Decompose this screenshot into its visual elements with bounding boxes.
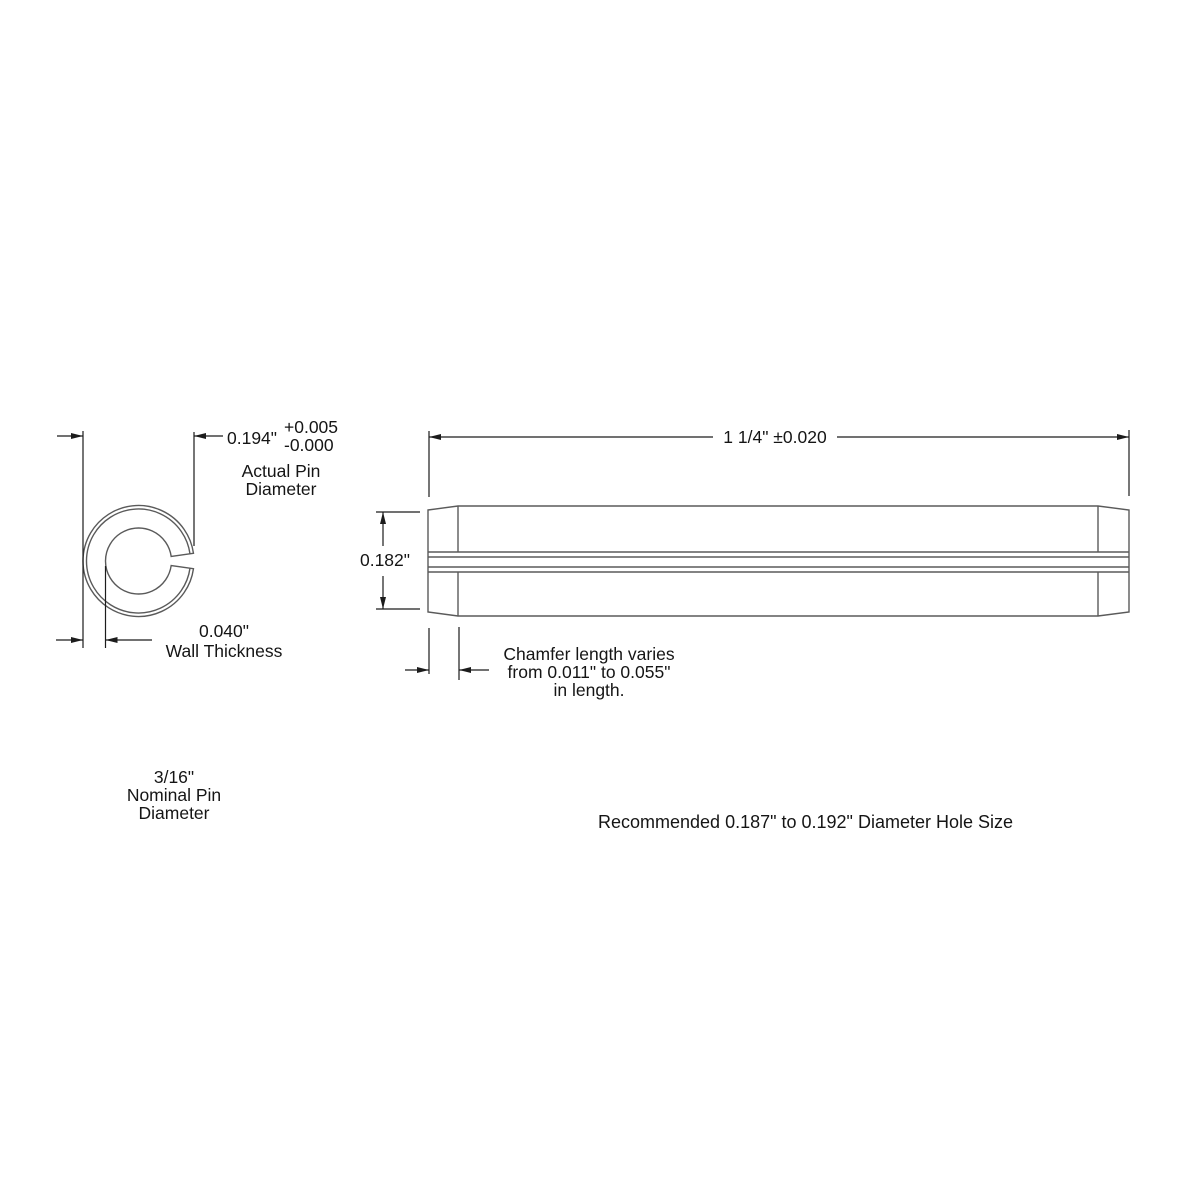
nominal-diameter-value: 3/16"	[153, 767, 195, 787]
dimension-chamfer-length	[405, 627, 675, 700]
dimension-end-diameter	[360, 512, 420, 609]
dimension-arrow-right-icon	[417, 667, 429, 673]
dimension-overall-length	[429, 427, 1129, 497]
dimension-arrow-right-icon	[71, 637, 83, 643]
hole-size-note: Recommended 0.187" to 0.192" Diameter Hole Size	[598, 812, 1014, 832]
actual-diameter-value: 0.194"	[227, 428, 278, 448]
nominal-diameter-caption-line2: Diameter	[138, 803, 210, 823]
pin-cross-section-ring	[83, 506, 193, 617]
end-view	[56, 417, 338, 823]
chamfer-note-line1: Chamfer length varies	[503, 644, 675, 664]
overall-length-value: 1 1/4" ±0.020	[723, 427, 827, 447]
tolerance-plus: +0.005	[284, 417, 339, 437]
wall-thickness-value: 0.040"	[198, 621, 250, 641]
nominal-diameter-caption	[127, 767, 221, 823]
dimension-arrow-right-icon	[71, 433, 83, 439]
dimension-arrow-left-icon	[106, 637, 118, 643]
chamfer-note-line2: from 0.011" to 0.055"	[507, 662, 671, 682]
pin-side-outline	[428, 506, 1129, 616]
dimension-arrow-left-icon	[194, 433, 206, 439]
tolerance-minus: -0.000	[284, 435, 334, 455]
dimension-arrow-up-icon	[380, 512, 386, 524]
nominal-diameter-caption-line1: Nominal Pin	[126, 785, 222, 805]
dimension-actual-diameter	[57, 417, 338, 499]
actual-diameter-caption-line2: Diameter	[245, 479, 317, 499]
side-view	[360, 427, 1129, 700]
chamfer-note-line3: in length.	[553, 680, 625, 700]
dimension-wall-thickness	[56, 621, 283, 661]
dimension-arrow-left-icon	[429, 434, 441, 440]
actual-diameter-caption-line1: Actual Pin	[241, 461, 321, 481]
dimension-arrow-right-icon	[1117, 434, 1129, 440]
dimension-arrow-down-icon	[380, 597, 386, 609]
wall-thickness-caption: Wall Thickness	[165, 641, 283, 661]
dimension-arrow-left-icon	[459, 667, 471, 673]
end-diameter-value: 0.182"	[359, 550, 411, 570]
